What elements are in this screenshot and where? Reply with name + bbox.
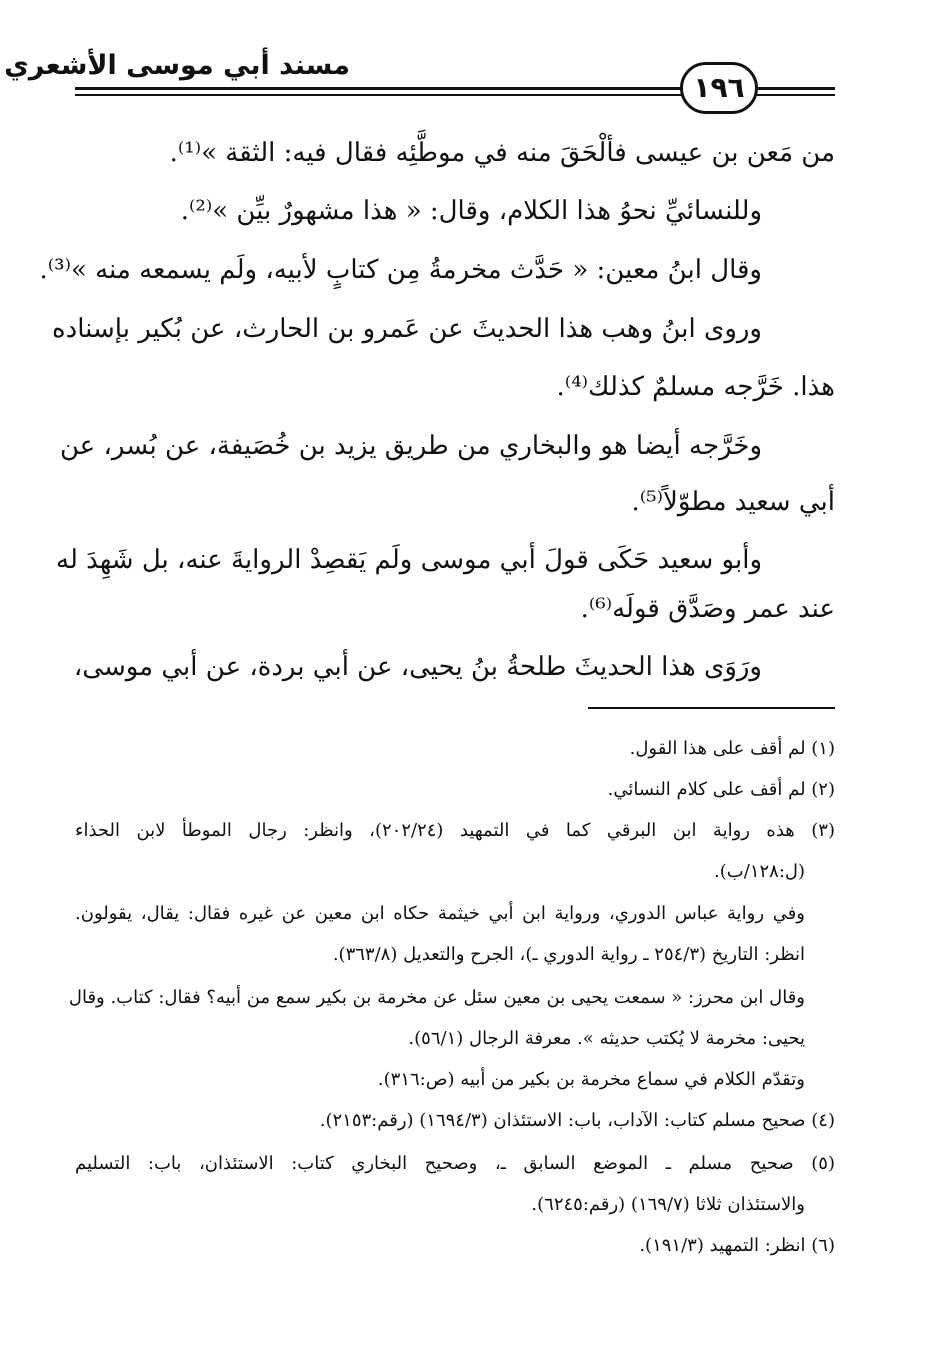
- body-line: وروى ابنُ وهب هذا الحديثَ عن عَمرو بن الحارث، عن بُكير بإسناده: [52, 314, 762, 344]
- footnote-line: وفي رواية عباس الدوري، ورواية ابن أبي خيثمة حكاه ابن معين عن غيره فقال: يقال، يقولون.: [75, 903, 805, 924]
- body-line: عند عمر وصَدَّق قولَه⁽⁶⁾.: [580, 594, 835, 624]
- body-line: من مَعن بن عيسى فألْحَقَ منه في موطَّئِه فقال فيه: الثقة »⁽¹⁾.: [169, 138, 835, 168]
- body-line: وقال ابنُ معين: « حَدَّث مخرمةُ مِن كتابٍ لأبيه، ولَم يسمعه منه »⁽³⁾.: [39, 255, 762, 285]
- header-rule: [755, 87, 835, 90]
- footnote-line: وقال ابن محرز: « سمعت يحيى بن معين سئل عن مخرمة بن بكير سمع من أبيه؟ فقال: كتاب. وقال: [68, 987, 805, 1008]
- header-rule: [75, 87, 683, 90]
- header-rule: [75, 94, 683, 96]
- footnote-line: (٢) لم أقف على كلام النسائي.: [607, 779, 835, 800]
- header-rule: [755, 94, 835, 96]
- running-header-title: مسند أبي موسى الأشعري: [4, 50, 350, 81]
- footnote-line: والاستئذان ثلاثا (١٦٩/٧) (رقم:٦٢٤٥).: [531, 1194, 805, 1215]
- footnote-line: انظر: التاريخ (٢٥٤/٣ ـ رواية الدوري ـ)، الجرح والتعديل (٣٦٣/٨).: [332, 944, 805, 965]
- footnote-line: (٣) هذه رواية ابن البرقي كما في التمهيد (٢٠٢/٢٤)، وانظر: رجال الموطأ لابن الحذاء: [75, 820, 835, 841]
- footnote-line: (ل:١٢٨/ب).: [714, 861, 805, 882]
- footnote-separator: [588, 707, 835, 709]
- footnote-line: وتقدّم الكلام في سماع مخرمة بن بكير من أبيه (ص:٣١٦).: [377, 1069, 805, 1090]
- footnote-line: (٥) صحيح مسلم ـ الموضع السابق ـ، وصحيح البخاري كتاب: الاستئذان، باب: التسليم: [75, 1153, 835, 1174]
- body-line: ورَوَى هذا الحديثَ طلحةُ بنُ يحيى، عن أبي بردة، عن أبي موسى،: [73, 652, 762, 682]
- footnote-line: (٤) صحيح مسلم كتاب: الآداب، باب: الاستئذان (١٦٩٤/٣) (رقم:٢١٥٣).: [319, 1110, 835, 1131]
- body-line: هذا. خَرَّجه مسلمٌ كذلك⁽⁴⁾.: [556, 372, 835, 402]
- footnote-line: يحيى: مخرمة لا يُكتب حديثه ». معرفة الرجال (٥٦/١).: [408, 1028, 805, 1049]
- body-line: وللنسائيِّ نحوُ هذا الكلام، وقال: « هذا مشهورٌ بيِّن »⁽²⁾.: [180, 196, 762, 226]
- page-number: ١٩٦: [680, 62, 758, 114]
- body-line: وأبو سعيد حَكَى قولَ أبي موسى ولَم يَقصِدْ الروايةَ عنه، بل شَهِدَ له: [56, 545, 762, 575]
- footnote-line: (٦) انظر: التمهيد (١٩١/٣).: [639, 1235, 835, 1256]
- footnote-line: (١) لم أقف على هذا القول.: [629, 738, 835, 759]
- body-line: وخَرَّجه أيضا هو والبخاري من طريق يزيد بن خُصَيفة، عن بُسر، عن: [59, 431, 762, 461]
- body-line: أبي سعيد مطوّلاً⁽⁵⁾.: [631, 487, 835, 517]
